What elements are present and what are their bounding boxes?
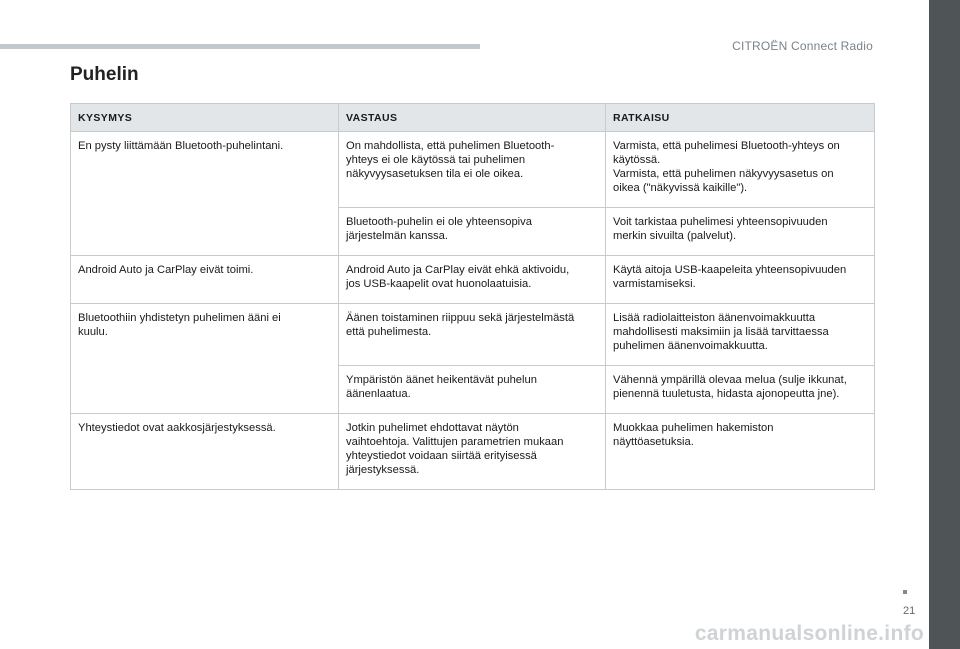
question-cell: En pysty liittämään Bluetooth-puhelintani. — [71, 132, 339, 256]
page-marker-dot — [903, 590, 907, 594]
answer-cell: Android Auto ja CarPlay eivät ehkä aktivoidu, jos USB-kaapelit ovat huonolaatuisia. — [339, 256, 606, 304]
solution-cell: Käytä aitoja USB-kaapeleita yhteensopivuuden varmistamiseksi. — [606, 256, 875, 304]
question-cell: Android Auto ja CarPlay eivät toimi. — [71, 256, 339, 304]
column-header-solution: RATKAISU — [606, 104, 875, 132]
answer-cell: On mahdollista, että puhelimen Bluetooth- yhteys ei ole käytössä tai puhelimen näkyvyysasetuksen tila ei ole oikea. — [339, 132, 606, 208]
answer-cell: Bluetooth-puhelin ei ole yhteensopiva järjestelmän kanssa. — [339, 208, 606, 256]
answer-cell: Ympäristön äänet heikentävät puhelun äänenlaatua. — [339, 366, 606, 414]
question-cell: Yhteystiedot ovat aakkosjärjestyksessä. — [71, 414, 339, 490]
table-row — [71, 414, 875, 490]
side-band — [929, 0, 960, 649]
table-row — [71, 256, 875, 304]
answer-cell: Äänen toistaminen riippuu sekä järjestelmästä että puhelimesta. — [339, 304, 606, 366]
column-header-answer: VASTAUS — [339, 104, 606, 132]
page-number: 21 — [903, 605, 916, 617]
column-header-question: KYSYMYS — [71, 104, 339, 132]
header-rule — [0, 44, 480, 49]
answer-cell: Jotkin puhelimet ehdottavat näytön vaihtoehtoja. Valittujen parametrien mukaan yhteystiedot voidaan siirtää erityisessä järjestyksessä. — [339, 414, 606, 490]
solution-cell: Voit tarkistaa puhelimesi yhteensopivuuden merkin sivuilta (palvelut). — [606, 208, 875, 256]
table-header-row — [71, 104, 875, 132]
solution-cell: Muokkaa puhelimen hakemiston näyttöasetuksia. — [606, 414, 875, 490]
solution-cell: Varmista, että puhelimesi Bluetooth-yhteys on käytössä. Varmista, että puhelimen näkyvyysasetus on oikea ("näkyvissä kaikille"). — [606, 132, 875, 208]
solution-cell: Lisää radiolaitteiston äänenvoimakkuutta mahdollisesti maksimiin ja lisää tarvittaessa puhelimen äänenvoimakkuutta. — [606, 304, 875, 366]
table-row — [71, 304, 875, 366]
brand-label: CITROËN Connect Radio — [732, 39, 873, 53]
page-title: Puhelin — [70, 64, 139, 85]
troubleshooting-table — [70, 103, 875, 490]
question-cell: Bluetoothiin yhdistetyn puhelimen ääni ei kuulu. — [71, 304, 339, 414]
watermark-text: carmanualsonline.info — [694, 622, 924, 645]
table-row — [71, 132, 875, 208]
solution-cell: Vähennä ympärillä olevaa melua (sulje ikkunat, pienennä tuuletusta, hidasta ajonopeutta jne). — [606, 366, 875, 414]
